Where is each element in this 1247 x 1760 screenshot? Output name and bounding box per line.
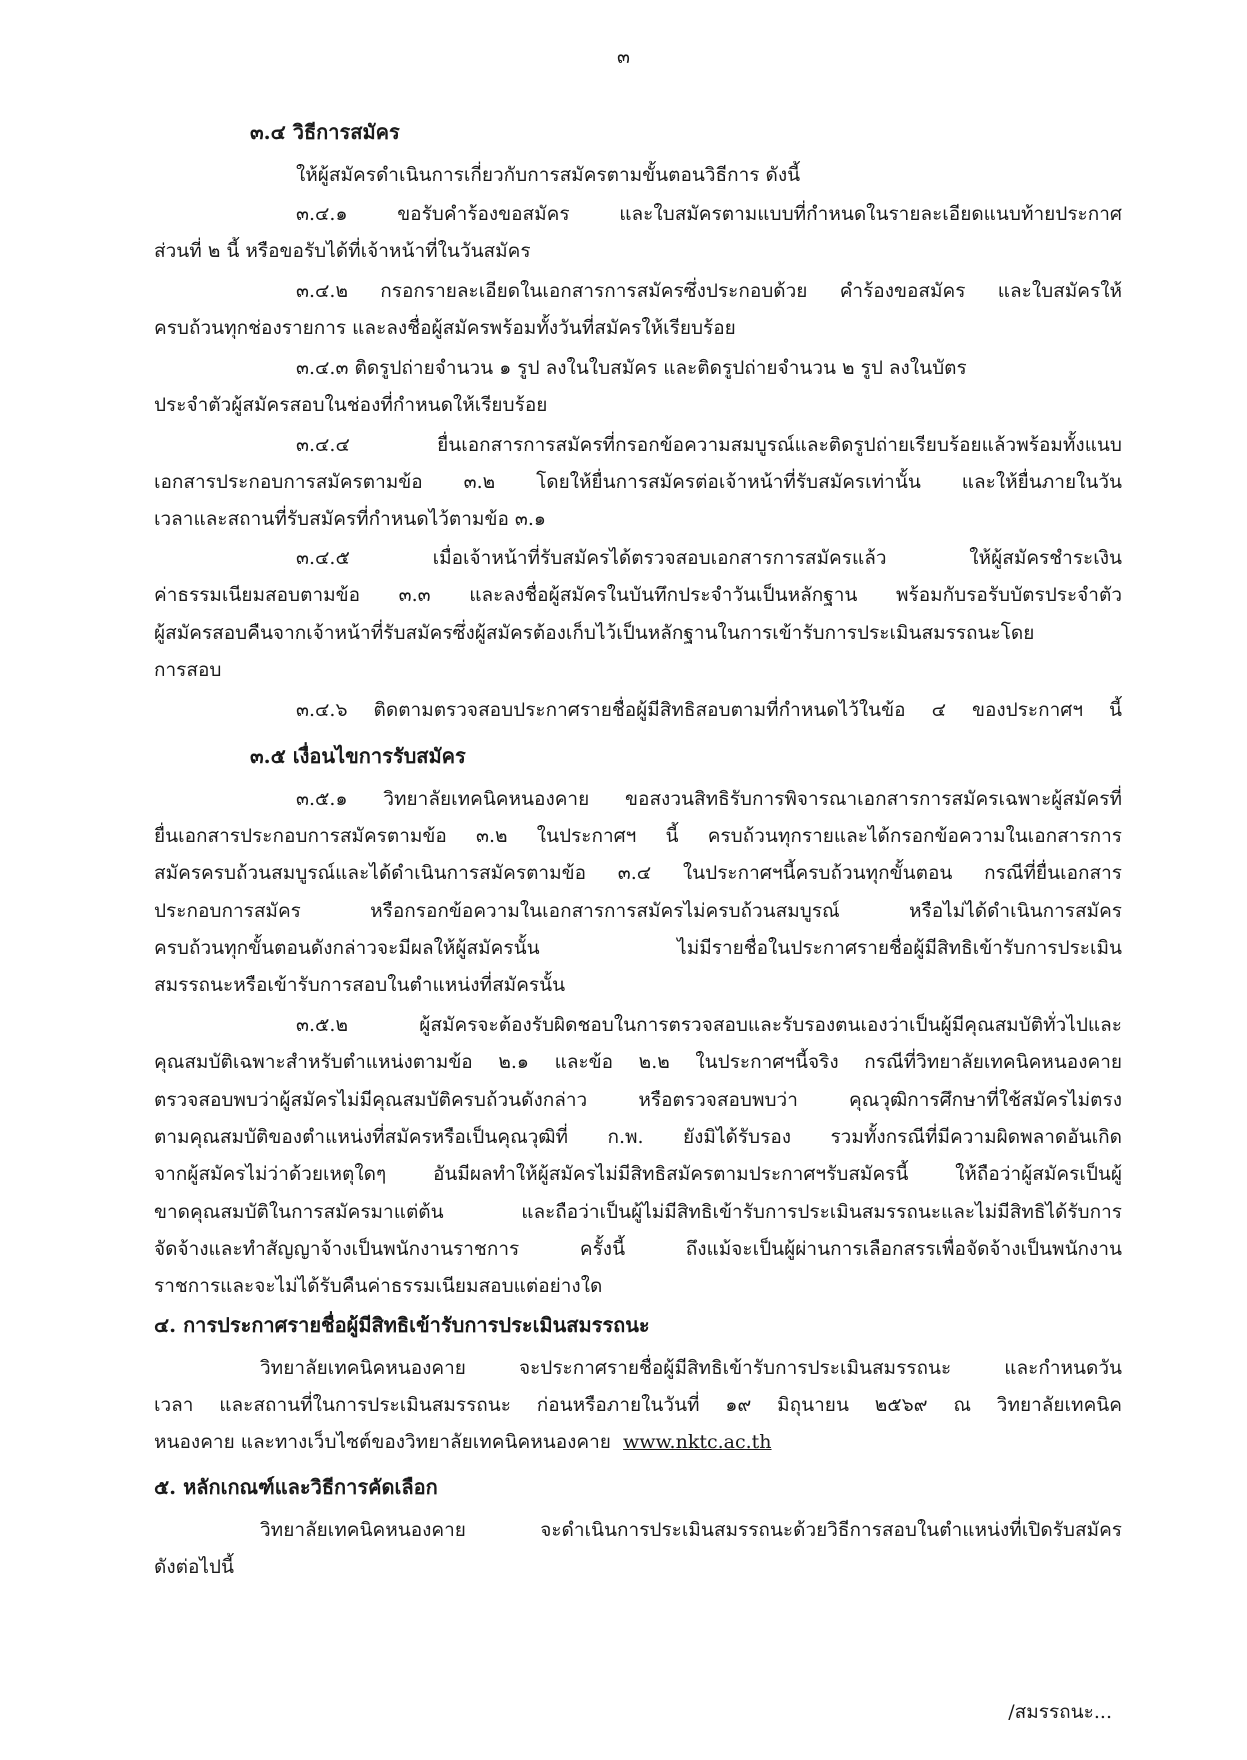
item-3-5-1-line-1: ๓.๕.๑ วิทยาลัยเทคนิคหนองคาย ขอสงวนสิทธิรับการพิจารณาเอกสารการสมัครเฉพาะผู้สมัครที่ <box>296 788 1122 810</box>
section-3-4-heading: ๓.๔ วิธีการสมัคร <box>250 120 400 144</box>
item-3-4-1-line-2: ส่วนที่ ๒ นี้ หรือขอรับได้ที่เจ้าหน้าที่ในวันสมัคร <box>154 240 531 262</box>
section-4-line-1: วิทยาลัยเทคนิคหนองคาย จะประกาศรายชื่อผู้มีสิทธิเข้ารับการประเมินสมรรถนะ และกำหนดวัน <box>260 1357 1122 1379</box>
item-3-5-1-line-4: ประกอบการสมัคร หรือกรอกข้อความในเอกสารการสมัครไม่ครบถ้วนสมบูรณ์ หรือไม่ได้ดำเนินการสมัคร <box>154 900 1122 922</box>
section-3-5-heading: ๓.๕ เงื่อนไขการรับสมัคร <box>250 744 466 768</box>
item-3-4-2-line-2: ครบถ้วนทุกช่องรายการ และลงชื่อผู้สมัครพร้อมทั้งวันที่สมัครให้เรียบร้อย <box>154 317 736 339</box>
section-5-line-1: วิทยาลัยเทคนิคหนองคาย จะดำเนินการประเมินสมรรถนะด้วยวิธีการสอบในตำแหน่งที่เปิดรับสมัคร <box>260 1519 1122 1541</box>
section-4-line-3-text: หนองคาย และทางเว็บไซต์ของวิทยาลัยเทคนิคหนองคาย <box>154 1431 611 1453</box>
item-3-4-4-line-2: เอกสารประกอบการสมัครตามข้อ ๓.๒ โดยให้ยื่นการสมัครต่อเจ้าหน้าที่รับสมัครเท่านั้น และให้ยื่นภายในวัน <box>154 471 1122 493</box>
item-3-4-3-line-1: ๓.๔.๓ ติดรูปถ่ายจำนวน ๑ รูป ลงในใบสมัคร และติดรูปถ่ายจำนวน ๒ รูป ลงในบัตร <box>296 357 967 379</box>
item-3-4-4-line-3: เวลาและสถานที่รับสมัครที่กำหนดไว้ตามข้อ ๓.๑ <box>154 508 546 530</box>
section-4-heading: ๔. การประกาศรายชื่อผู้มีสิทธิเข้ารับการประเมินสมรรถนะ <box>154 1313 650 1337</box>
item-3-5-2-line-5: จากผู้สมัครไม่ว่าด้วยเหตุใดๆ อันมีผลทำให้ผู้สมัครไม่มีสิทธิสมัครตามประกาศฯรับสมัครนี้ ให้ถือว่าผู้สมัครเป็นผู้ <box>154 1163 1122 1185</box>
item-3-4-5-line-2: ค่าธรรมเนียมสอบตามข้อ ๓.๓ และลงชื่อผู้สมัครในบันทึกประจำวันเป็นหลักฐาน พร้อมกับรอรับบัตรประจำตัว <box>154 584 1122 606</box>
item-3-4-5-line-4: การสอบ <box>154 659 222 681</box>
website-link[interactable]: www.nktc.ac.th <box>623 1431 772 1453</box>
section-4-line-3 <box>154 1430 772 1454</box>
item-3-5-2-line-7: จัดจ้างและทำสัญญาจ้างเป็นพนักงานราชการ ครั้งนี้ ถึงแม้จะเป็นผู้ผ่านการเลือกสรรเพื่อจัดจ้างเป็นพนักงาน <box>154 1238 1122 1260</box>
item-3-5-2-line-4: ตามคุณสมบัติของตำแหน่งที่สมัครหรือเป็นคุณวุฒิที่ ก.พ. ยังมิได้รับรอง รวมทั้งกรณีที่มีความผิดพลาดอันเกิด <box>154 1126 1122 1148</box>
continuation-note: /สมรรถนะ... <box>1008 1701 1112 1723</box>
item-3-5-2-line-8: ราชการและจะไม่ได้รับคืนค่าธรรมเนียมสอบแต่อย่างใด <box>154 1275 603 1297</box>
item-3-4-1-line-1: ๓.๔.๑ ขอรับคำร้องขอสมัคร และใบสมัครตามแบบที่กำหนดในรายละเอียดแนบท้ายประกาศ <box>296 203 1122 225</box>
item-3-5-2-line-1: ๓.๕.๒ ผู้สมัครจะต้องรับผิดชอบในการตรวจสอบและรับรองตนเองว่าเป็นผู้มีคุณสมบัติทั่วไปและ <box>296 1014 1122 1036</box>
page-number: ๓ <box>617 46 630 68</box>
item-3-4-4-line-1: ๓.๔.๔ ยื่นเอกสารการสมัครที่กรอกข้อความสมบูรณ์และติดรูปถ่ายเรียบร้อยแล้วพร้อมทั้งแนบ <box>296 434 1122 456</box>
item-3-4-2-line-1: ๓.๔.๒ กรอกรายละเอียดในเอกสารการสมัครซึ่งประกอบด้วย คำร้องขอสมัคร และใบสมัครให้ <box>296 280 1122 302</box>
item-3-5-1-line-3: สมัครครบถ้วนสมบูรณ์และได้ดำเนินการสมัครตามข้อ ๓.๔ ในประกาศฯนี้ครบถ้วนทุกขั้นตอน กรณีที่ยื่นเอกสาร <box>154 862 1122 884</box>
item-3-5-1-line-6: สมรรถนะหรือเข้ารับการสอบในตำแหน่งที่สมัครนั้น <box>154 974 566 996</box>
item-3-4-5-line-3: ผู้สมัครสอบคืนจากเจ้าหน้าที่รับสมัครซึ่งผู้สมัครต้องเก็บไว้เป็นหลักฐานในการเข้ารับการประเมินสมรรถนะโดย <box>154 622 1035 644</box>
item-3-4-3-line-2: ประจำตัวผู้สมัครสอบในช่องที่กำหนดให้เรียบร้อย <box>154 394 548 416</box>
section-5-heading: ๕. หลักเกณฑ์และวิธีการคัดเลือก <box>154 1475 438 1499</box>
section-4-line-2: เวลา และสถานที่ในการประเมินสมรรถนะ ก่อนหรือภายในวันที่ ๑๙ มิถุนายน ๒๕๖๙ ณ วิทยาลัยเทคนิค <box>154 1394 1122 1416</box>
item-3-5-2-line-2: คุณสมบัติเฉพาะสำหรับตำแหน่งตามข้อ ๒.๑ และข้อ ๒.๒ ในประกาศฯนี้จริง กรณีที่วิทยาลัยเทคนิคหนองคาย <box>154 1051 1122 1073</box>
item-3-5-2-line-3: ตรวจสอบพบว่าผู้สมัครไม่มีคุณสมบัติครบถ้วนดังกล่าว หรือตรวจสอบพบว่า คุณวุฒิการศึกษาที่ใช้สมัครไม่ตรง <box>154 1089 1122 1111</box>
item-3-5-1-line-2: ยื่นเอกสารประกอบการสมัครตามข้อ ๓.๒ ในประกาศฯ นี้ ครบถ้วนทุกรายและได้กรอกข้อความในเอกสารการ <box>154 825 1122 847</box>
item-3-4-6-line-1: ๓.๔.๖ ติดตามตรวจสอบประกาศรายชื่อผู้มีสิทธิสอบตามที่กำหนดไว้ในข้อ ๔ ของประกาศฯ นี้ <box>296 699 1122 721</box>
section-5-line-2: ดังต่อไปนี้ <box>154 1556 234 1578</box>
item-3-5-1-line-5: ครบถ้วนทุกขั้นตอนดังกล่าวจะมีผลให้ผู้สมัครนั้น ไม่มีรายชื่อในประกาศรายชื่อผู้มีสิทธิเข้ารับการประเมิน <box>154 937 1122 959</box>
item-3-5-2-line-6: ขาดคุณสมบัติในการสมัครมาแต่ต้น และถือว่าเป็นผู้ไม่มีสิทธิเข้ารับการประเมินสมรรถนะและไม่มีสิทธิได้รับการ <box>154 1201 1122 1223</box>
item-3-4-5-line-1: ๓.๔.๕ เมื่อเจ้าหน้าที่รับสมัครได้ตรวจสอบเอกสารการสมัครแล้ว ให้ผู้สมัครชำระเงิน <box>296 547 1122 569</box>
section-3-4-intro: ให้ผู้สมัครดำเนินการเกี่ยวกับการสมัครตามขั้นตอนวิธีการ ดังนี้ <box>296 164 801 186</box>
